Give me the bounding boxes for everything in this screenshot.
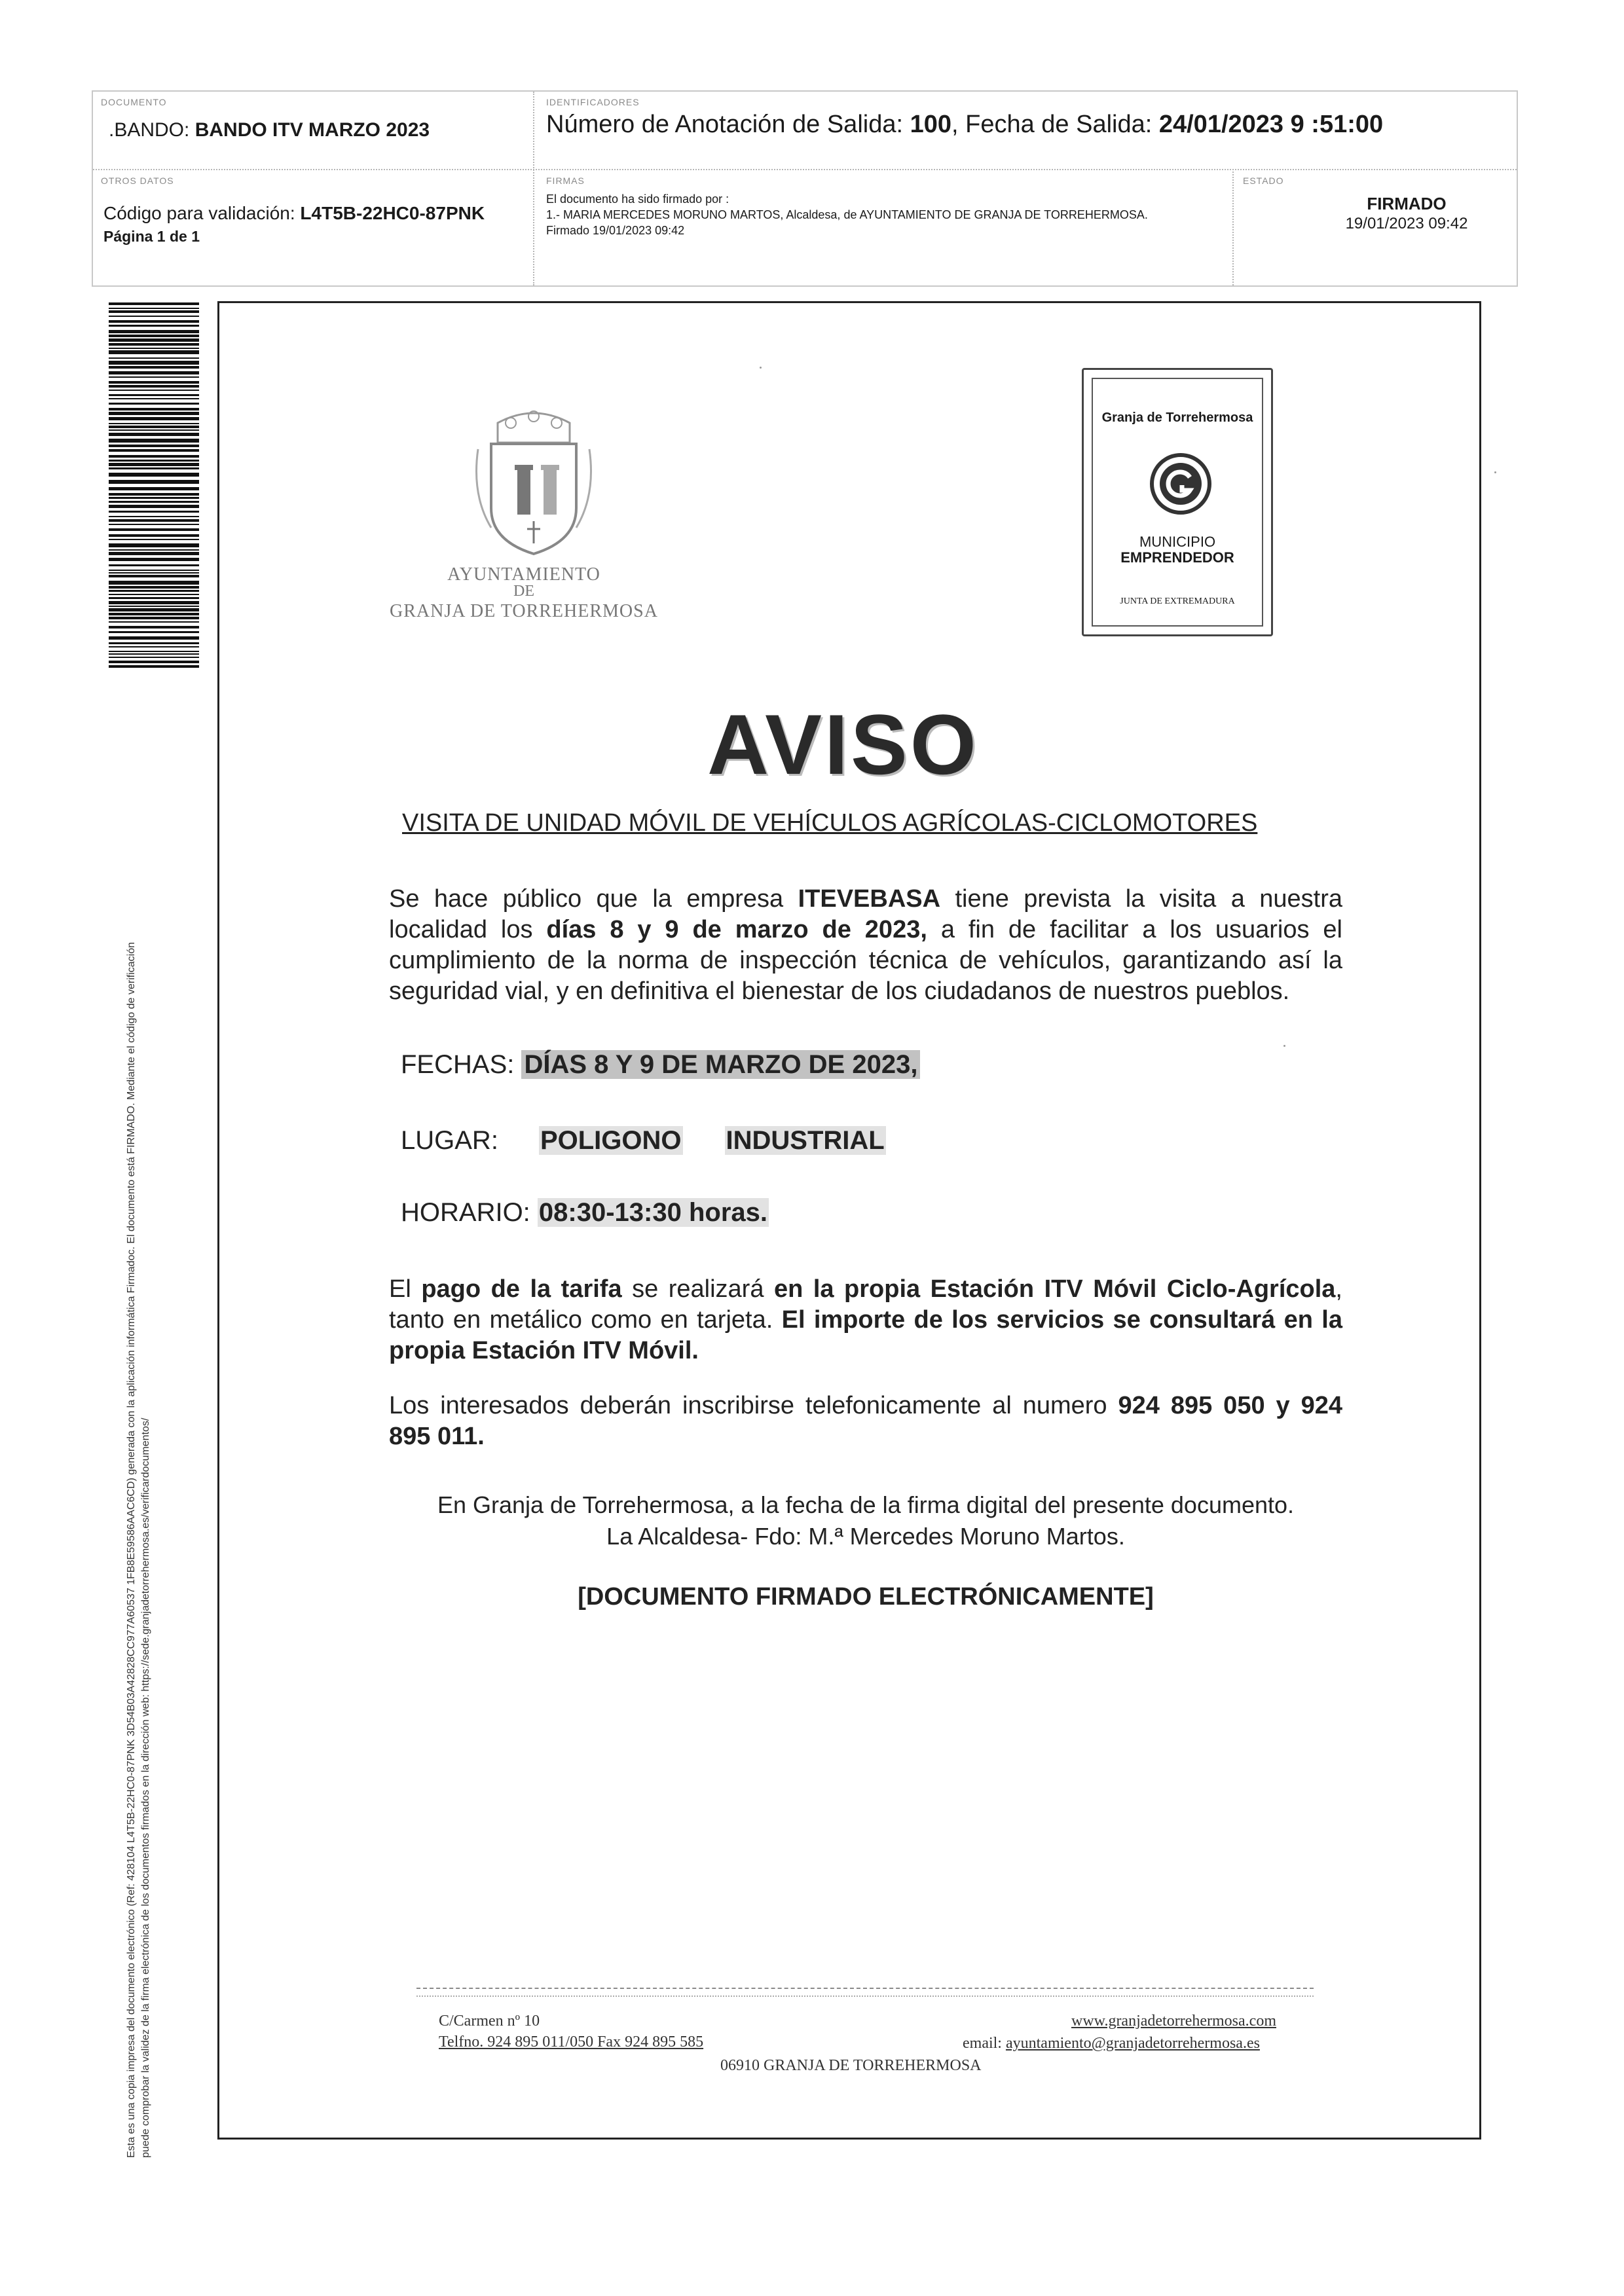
- footer-phone: Telfno. 924 895 011/050 Fax 924 895 585: [439, 2033, 704, 2050]
- registration-paragraph: [389, 1391, 1342, 1452]
- p2-text-c: se realizará: [621, 1275, 774, 1303]
- barcode-bar: [109, 511, 199, 513]
- scan-speck: [1494, 471, 1496, 473]
- barcode-bar: [109, 371, 199, 374]
- barcode-bar: [109, 350, 199, 354]
- barcode-bar: [109, 613, 199, 615]
- header-divider: [93, 169, 1517, 170]
- barcode-bar: [109, 505, 199, 508]
- barcode-bar: [109, 426, 199, 428]
- barcode-bar: [109, 316, 199, 317]
- barcode-bar: [109, 572, 199, 574]
- p2-text-a: El: [389, 1275, 422, 1303]
- fechas-field: [401, 1050, 920, 1080]
- barcode-bar: [109, 581, 199, 585]
- logo-line-c: JUNTA DE EXTREMADURA: [1120, 596, 1235, 606]
- estado-value: FIRMADO: [1367, 194, 1447, 213]
- footer-email: [963, 2035, 1260, 2052]
- barcode-bar: [109, 626, 199, 629]
- barcode-bar: [109, 335, 199, 337]
- barcode-bar: [109, 480, 199, 484]
- coat-of-arms-icon: [471, 403, 596, 560]
- lugar-value-2: INDUSTRIAL: [726, 1126, 885, 1155]
- verification-legend: [124, 665, 153, 2158]
- document-name: BANDO ITV MARZO 2023: [194, 119, 430, 141]
- lugar-label: LUGAR:: [401, 1126, 498, 1155]
- document-title: [109, 119, 430, 141]
- phone-numbers: 924 895 050 y 924 895 011.: [389, 1392, 1342, 1450]
- barcode-bar: [109, 308, 199, 309]
- barcode-bar: [109, 597, 199, 599]
- barcode-bar: [109, 516, 199, 517]
- payment-paragraph: [389, 1274, 1342, 1366]
- fechas-value: DÍAS 8 Y 9 DE MARZO DE 2023,: [521, 1050, 920, 1079]
- barcode-bar: [109, 390, 199, 391]
- anotacion-mid: , Fecha de Salida:: [951, 111, 1159, 138]
- barcode-bar: [109, 423, 199, 424]
- barcode-bar: [109, 519, 199, 522]
- crest-line-3: GRANJA DE TORREHERMOSA: [390, 601, 658, 621]
- barcode-bar: [109, 433, 199, 436]
- barcode-bar: [109, 320, 199, 323]
- barcode-bar: [109, 608, 199, 611]
- municipio-emprendedor-logo: [1082, 368, 1273, 636]
- barcode-bar: [109, 575, 199, 577]
- firmas-label: FIRMAS: [546, 175, 585, 186]
- documento-label: DOCUMENTO: [101, 97, 167, 107]
- crest-line-1: AYUNTAMIENTO: [447, 564, 600, 585]
- barcode-bar: [109, 534, 199, 537]
- p2-text-f: El importe de los servicios se consultará en la propia Estación ITV Móvil.: [389, 1306, 1342, 1364]
- estado-date: 19/01/2023 09:42: [1345, 215, 1468, 232]
- company-name: ITEVEBASA: [798, 885, 941, 913]
- barcode-bar: [109, 398, 199, 399]
- validation-prefix: Código para validación:: [103, 203, 301, 223]
- horario-label: HORARIO:: [401, 1198, 538, 1227]
- barcode-bar: [109, 552, 199, 555]
- barcode-bar: [109, 348, 199, 349]
- anotacion-salida: [546, 107, 1437, 141]
- validation-code: [103, 203, 485, 224]
- barcode-bar: [109, 558, 199, 561]
- barcode-bar: [109, 302, 199, 305]
- barcode-bar: [109, 385, 199, 388]
- barcode-bar: [109, 549, 199, 551]
- barcode-bar: [109, 653, 199, 655]
- barcode-bar: [109, 473, 199, 477]
- barcode-bar: [109, 493, 199, 496]
- barcode-bar: [109, 617, 199, 619]
- power-icon: [1148, 451, 1213, 517]
- barcode-bar: [109, 501, 199, 503]
- anotacion-prefix: Número de Anotación de Salida:: [546, 111, 910, 138]
- logo-town: Granja de Torrehermosa: [1101, 410, 1253, 425]
- barcode-bar: [109, 594, 199, 595]
- barcode-bar: [109, 621, 199, 623]
- notice-title: AVISO: [707, 697, 979, 792]
- scan-speck: [760, 367, 762, 369]
- barcode-bar: [109, 564, 199, 566]
- barcode-bar: [109, 651, 199, 652]
- barcode-bar: [109, 467, 199, 469]
- intro-paragraph: [389, 884, 1342, 1007]
- fechas-label: FECHAS:: [401, 1050, 522, 1079]
- p2-text-b: pago de la tarifa: [421, 1275, 622, 1303]
- footer-web-link[interactable]: www.granjadetorrehermosa.com: [1071, 2013, 1276, 2030]
- barcode-bar: [109, 445, 199, 447]
- barcode-bar: [109, 357, 199, 359]
- barcode-bar: [109, 586, 199, 589]
- p1-text-c: tiene prevista la visita a nuestra localidad los: [389, 885, 1343, 943]
- barcode-bar: [109, 412, 199, 415]
- barcode-bar: [109, 642, 199, 644]
- closing-line-1: En Granja de Torrehermosa, a la fecha de la firma digital del presente documento.: [437, 1491, 1295, 1518]
- barcode-bar: [109, 366, 199, 369]
- validation-code-value: L4T5B-22HC0-87PNK: [300, 203, 485, 223]
- footer-email-link[interactable]: ayuntamiento@granjadetorrehermosa.es: [1005, 2035, 1260, 2052]
- barcode-bar: [109, 408, 199, 410]
- anotacion-number: 100: [910, 111, 951, 138]
- barcode-bar: [109, 590, 199, 592]
- barcode-bar: [109, 439, 199, 443]
- document-prefix: .BANDO:: [109, 119, 195, 141]
- barcode-bar: [109, 463, 199, 466]
- barcode-bar: [109, 606, 199, 607]
- barcode-bar: [109, 524, 199, 525]
- header-divider: [533, 92, 534, 285]
- barcode-bar: [109, 539, 199, 540]
- barcode-bar: [109, 310, 199, 313]
- firmas-line-1: El documento ha sido firmado por :: [546, 192, 729, 206]
- lugar-field: [401, 1126, 886, 1156]
- barcode-bar: [109, 343, 199, 346]
- barcode-bar: [109, 497, 199, 499]
- page-count: Página 1 de 1: [103, 228, 200, 245]
- footer-address: C/Carmen nº 10: [439, 2013, 540, 2030]
- footer-rule: [416, 1988, 1314, 1997]
- barcode-bar: [109, 449, 199, 452]
- barcode-bar: [109, 646, 199, 647]
- barcode-bar: [109, 636, 199, 640]
- verification-barcode: [109, 302, 199, 669]
- verification-legend-line-1: Esta es una copia impresa del documento electrónico (Ref: 428104 L4T5B-22HC0-87PNK 3D54B03A42828CC977A60537 1FB8E59586AAC6CD) generada con la aplicación informática Firmadoc. El documento está FIRMADO. Mediante el código de verificación: [126, 941, 137, 2158]
- p3-text-a: Los interesados deberán inscribirse telefonicamente al numero: [389, 1392, 1118, 1419]
- signed-notice: [DOCUMENTO FIRMADO ELECTRÓNICAMENTE]: [578, 1583, 1154, 1611]
- barcode-bar: [109, 429, 199, 431]
- barcode-bar: [109, 570, 199, 571]
- p2-text-d: en la propia Estación ITV Móvil Ciclo-Agrícola: [773, 1275, 1336, 1303]
- barcode-bar: [109, 455, 199, 458]
- p1-text-e: a fin de facilitar a los usuarios el cumplimiento de la norma de inspección técnica de vehículos, garantizando así la seguridad vial, y en definitiva el bienestar de los ciudadanos de nuestros pueblos.: [389, 916, 1342, 1005]
- barcode-bar: [109, 381, 199, 384]
- barcode-bar: [109, 661, 199, 663]
- anotacion-date: 24/01/2023 9 :51:00: [1158, 111, 1384, 138]
- lugar-value-1: POLIGONO: [540, 1126, 682, 1155]
- barcode-bar: [109, 361, 199, 365]
- scan-speck: [1283, 1045, 1285, 1047]
- notice-subtitle: VISITA DE UNIDAD MÓVIL DE VEHÍCULOS AGRÍCOLAS-CICLOMOTORES: [402, 809, 1258, 837]
- visit-dates: días 8 y 9 de marzo de 2023,: [546, 916, 927, 943]
- logo-inner-border: [1092, 378, 1263, 627]
- estado-label: ESTADO: [1243, 175, 1284, 186]
- footer-email-label: email:: [963, 2035, 1006, 2052]
- footer-city: 06910 GRANJA DE TORREHERMOSA: [720, 2057, 982, 2074]
- barcode-bar: [109, 330, 199, 333]
- header-divider: [1232, 169, 1234, 285]
- crest-line-2: DE: [513, 583, 534, 600]
- barcode-bar: [109, 403, 199, 405]
- horario-value: 08:30-13:30 horas.: [538, 1198, 767, 1227]
- barcode-bar: [109, 657, 199, 658]
- horario-field: [401, 1198, 769, 1228]
- closing-line-2: La Alcaldesa- Fdo: M.ª Mercedes Moruno Martos.: [606, 1523, 1125, 1550]
- identificadores-label: IDENTIFICADORES: [546, 97, 640, 107]
- logo-line-a: MUNICIPIO: [1139, 534, 1216, 550]
- barcode-bar: [109, 601, 199, 604]
- barcode-bar: [109, 487, 199, 490]
- barcode-bar: [109, 460, 199, 462]
- verification-legend-line-2: puede comprobar la validez de la firma electrónica de los documentos firmados en la dirección web: https://sede.granjadetorrehermosa.es/verificardocumentos/: [140, 1417, 151, 2158]
- barcode-bar: [109, 376, 199, 378]
- signature-header-table: [92, 90, 1518, 287]
- otros-datos-label: OTROS DATOS: [101, 175, 174, 186]
- barcode-bar: [109, 631, 199, 633]
- barcode-bar: [109, 394, 199, 396]
- logo-line-b: EMPRENDEDOR: [1120, 549, 1234, 566]
- firmas-line-3: Firmado 19/01/2023 09:42: [546, 224, 685, 237]
- barcode-bar: [109, 528, 199, 531]
- barcode-bar: [109, 665, 199, 668]
- firmas-line-2: 1.- MARIA MERCEDES MORUNO MARTOS, Alcaldesa, de AYUNTAMIENTO DE GRANJA DE TORREHERMOSA.: [546, 208, 1148, 221]
- p1-text-a: Se hace público que la empresa: [389, 885, 798, 913]
- barcode-bar: [109, 338, 199, 342]
- p2-text-e: , tanto en metálico como en tarjeta.: [389, 1275, 1342, 1334]
- barcode-bar: [109, 325, 199, 327]
- barcode-bar: [109, 543, 199, 547]
- barcode-bar: [109, 417, 199, 420]
